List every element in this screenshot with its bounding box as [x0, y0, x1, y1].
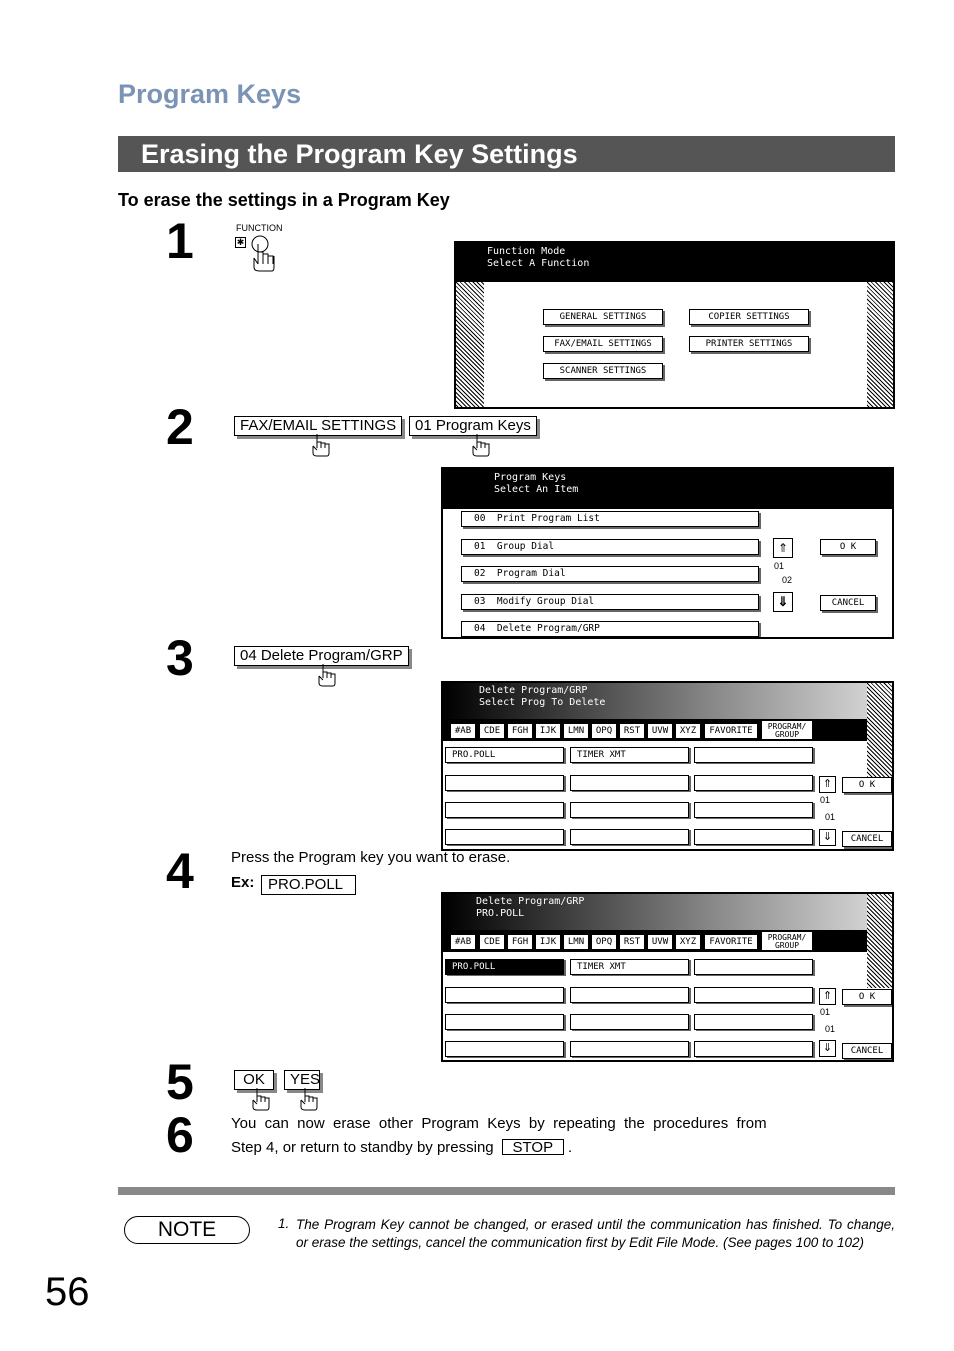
lcd-delete-program-selected [441, 892, 894, 1062]
program-key-empty[interactable] [570, 1014, 689, 1030]
program-key-empty[interactable] [445, 802, 564, 818]
lcd-line-2: Select Prog To Delete [479, 697, 606, 708]
program-key-empty[interactable] [570, 1041, 689, 1057]
tab-lmn[interactable]: LMN [563, 934, 589, 950]
tab-ab[interactable]: #AB [450, 723, 476, 739]
tab-favorite[interactable]: FAVORITE [704, 934, 758, 950]
scroll-down-icon[interactable]: ⇓ [773, 592, 793, 612]
program-key-empty[interactable] [694, 747, 813, 763]
item-number: 00 [474, 513, 486, 524]
lcd-header [443, 894, 813, 930]
program-key-empty[interactable] [694, 1041, 813, 1057]
finger-press-icon [308, 432, 334, 458]
cancel-button[interactable]: CANCEL [842, 1043, 892, 1059]
tab-lmn[interactable]: LMN [563, 723, 589, 739]
program-key-empty[interactable] [694, 829, 813, 845]
step6-line1: You can now erase other Program Keys by repeating the procedures from [231, 1115, 767, 1132]
note-number: 1. [278, 1216, 290, 1231]
step6-text: Step 4, or return to standby by pressing [231, 1139, 494, 1156]
program-key-empty[interactable] [570, 775, 689, 791]
page-number: 56 [45, 1270, 90, 1314]
page-total: 01 [825, 1024, 836, 1034]
program-key-empty[interactable] [694, 775, 813, 791]
finger-press-icon [296, 1086, 322, 1112]
section-title: Program Keys [118, 79, 302, 109]
program-key-empty[interactable] [694, 1014, 813, 1030]
page-banner-title: Erasing the Program Key Settings [118, 136, 895, 172]
ok-key[interactable]: OK [234, 1070, 274, 1090]
tab-group-label: GROUP [774, 941, 800, 950]
tab-program-label: PROGRAM/ [767, 722, 807, 731]
program-key-empty[interactable] [694, 987, 813, 1003]
pro-poll-key[interactable]: PRO.POLL [261, 875, 356, 895]
cancel-button[interactable]: CANCEL [820, 595, 876, 611]
tab-uvw[interactable]: UVW [647, 934, 673, 950]
program-key-timer-xmt[interactable]: TIMER XMT [570, 959, 689, 975]
tab-ab[interactable]: #AB [450, 934, 476, 950]
program-key-empty[interactable] [445, 1014, 564, 1030]
item-label: Group Dial [496, 541, 555, 552]
lcd-line-2: Select An Item [494, 484, 579, 495]
lcd-scroll-hatch-left [456, 282, 484, 409]
cancel-button[interactable]: CANCEL [842, 831, 892, 847]
tab-program-label: PROGRAM/ [767, 933, 807, 942]
finger-press-icon [468, 432, 494, 458]
program-key-empty[interactable] [445, 1041, 564, 1057]
tab-cde[interactable]: CDE [479, 723, 505, 739]
program-key-empty[interactable] [570, 829, 689, 845]
tab-opq[interactable]: OPQ [591, 934, 617, 950]
tab-favorite[interactable]: FAVORITE [704, 723, 758, 739]
lcd-header [443, 469, 892, 509]
program-key-empty[interactable] [570, 802, 689, 818]
lcd-header [456, 243, 893, 282]
finger-press-icon [248, 1086, 274, 1112]
lcd-hatch-right [867, 894, 892, 988]
subheading: To erase the settings in a Program Key [118, 190, 450, 210]
scanner-settings-button[interactable]: SCANNER SETTINGS [543, 363, 663, 379]
page-total: 02 [782, 575, 793, 585]
tab-xyz[interactable]: XYZ [675, 934, 701, 950]
list-item-modify-group-dial[interactable] [461, 594, 759, 610]
scroll-down-icon[interactable]: ⇓ [819, 829, 836, 846]
scroll-up-icon[interactable]: ⇑ [819, 988, 836, 1005]
fax-email-settings-button[interactable]: FAX/EMAIL SETTINGS [543, 336, 663, 352]
step-number-3: 3 [166, 630, 194, 686]
program-keys-key[interactable]: 01 Program Keys [409, 416, 537, 436]
lcd-line-2: Select A Function [487, 258, 590, 269]
lcd-line-1: Delete Program/GRP [476, 896, 585, 907]
list-item-delete-program-grp[interactable] [461, 621, 759, 637]
tab-rst[interactable]: RST [619, 723, 645, 739]
item-label: Delete Program/GRP [496, 623, 600, 634]
printer-settings-button[interactable]: PRINTER SETTINGS [689, 336, 809, 352]
page-current: 01 [774, 561, 785, 571]
tab-fgh[interactable]: FGH [507, 934, 533, 950]
ok-button[interactable]: O K [842, 777, 892, 793]
page-total: 01 [825, 812, 836, 822]
tab-group-label: GROUP [774, 730, 800, 739]
page-current: 01 [820, 795, 831, 805]
step-number-5: 5 [166, 1054, 194, 1110]
program-key-empty[interactable] [694, 802, 813, 818]
step-number-1: 1 [166, 213, 194, 269]
lcd-hatch-right [867, 683, 892, 777]
lcd-delete-program-select [441, 681, 894, 851]
lcd-line-1: Program Keys [494, 472, 567, 483]
tab-fgh[interactable]: FGH [507, 723, 533, 739]
item-label: Program Dial [496, 568, 566, 579]
tab-uvw[interactable]: UVW [647, 723, 673, 739]
copier-settings-button[interactable]: COPIER SETTINGS [689, 309, 809, 325]
step-number-6: 6 [166, 1107, 194, 1163]
program-key-pro-poll-selected[interactable]: PRO.POLL [445, 959, 564, 975]
tab-cde[interactable]: CDE [479, 934, 505, 950]
tab-xyz[interactable]: XYZ [675, 723, 701, 739]
item-number: 04 [474, 623, 486, 634]
list-item-print-program-list[interactable] [461, 511, 759, 527]
item-number: 02 [474, 568, 486, 579]
program-key-empty[interactable] [570, 987, 689, 1003]
scroll-up-icon[interactable]: ⇑ [819, 776, 836, 793]
item-label: Print Program List [496, 513, 600, 524]
ok-button[interactable]: O K [820, 539, 876, 555]
function-key-symbol: ✱ [236, 237, 245, 247]
tab-program-group[interactable] [761, 720, 813, 740]
item-number: 01 [474, 541, 486, 552]
scroll-down-icon[interactable]: ⇓ [819, 1040, 836, 1057]
stop-key[interactable]: STOP [502, 1139, 564, 1155]
lcd-line-1: Delete Program/GRP [479, 685, 588, 696]
lcd-function-mode [454, 241, 895, 409]
tab-ijk[interactable]: IJK [535, 934, 561, 950]
ok-button[interactable]: O K [842, 989, 892, 1005]
step4-instruction: Press the Program key you want to erase. [231, 849, 511, 866]
program-key-empty[interactable] [694, 959, 813, 975]
program-key-timer-xmt[interactable]: TIMER XMT [570, 747, 689, 763]
lcd-line-2: PRO.POLL [476, 908, 525, 919]
list-item-group-dial[interactable] [461, 539, 759, 555]
delete-program-grp-key[interactable]: 04 Delete Program/GRP [234, 646, 409, 666]
lcd-header [443, 683, 813, 719]
note-badge: NOTE [124, 1216, 250, 1244]
yes-key[interactable]: YES [284, 1070, 320, 1090]
program-key-empty[interactable] [445, 775, 564, 791]
function-key-label: FUNCTION [236, 223, 283, 233]
example-label: Ex: [231, 874, 255, 891]
finger-press-icon [250, 234, 280, 274]
program-key-pro-poll[interactable]: PRO.POLL [445, 747, 564, 763]
section-divider [118, 1187, 895, 1195]
step6-line2 [231, 1136, 572, 1160]
step-number-4: 4 [166, 843, 194, 899]
general-settings-button[interactable]: GENERAL SETTINGS [543, 309, 663, 325]
tab-program-group[interactable] [761, 931, 813, 951]
lcd-scroll-hatch-right [867, 282, 895, 409]
tab-rst[interactable]: RST [619, 934, 645, 950]
tab-ijk[interactable]: IJK [535, 723, 561, 739]
step6-period: . [568, 1139, 573, 1156]
list-item-program-dial[interactable] [461, 566, 759, 582]
fax-email-settings-key[interactable]: FAX/EMAIL SETTINGS [234, 416, 402, 436]
lcd-line-1: Function Mode [487, 246, 566, 257]
program-key-empty[interactable] [445, 829, 564, 845]
item-label: Modify Group Dial [496, 596, 595, 607]
note-text: The Program Key cannot be changed, or erased until the communication has finished. To change, or erase the settings, cancel the communication first by Edit File Mode. (See pages 100 to 102) [296, 1217, 895, 1250]
scroll-up-icon[interactable]: ⇑ [773, 538, 793, 558]
step-number-2: 2 [166, 399, 194, 455]
tab-opq[interactable]: OPQ [591, 723, 617, 739]
lcd-program-keys [441, 467, 894, 639]
item-number: 03 [474, 596, 486, 607]
program-key-empty[interactable] [445, 987, 564, 1003]
page-current: 01 [820, 1007, 831, 1017]
finger-press-icon [314, 662, 340, 688]
